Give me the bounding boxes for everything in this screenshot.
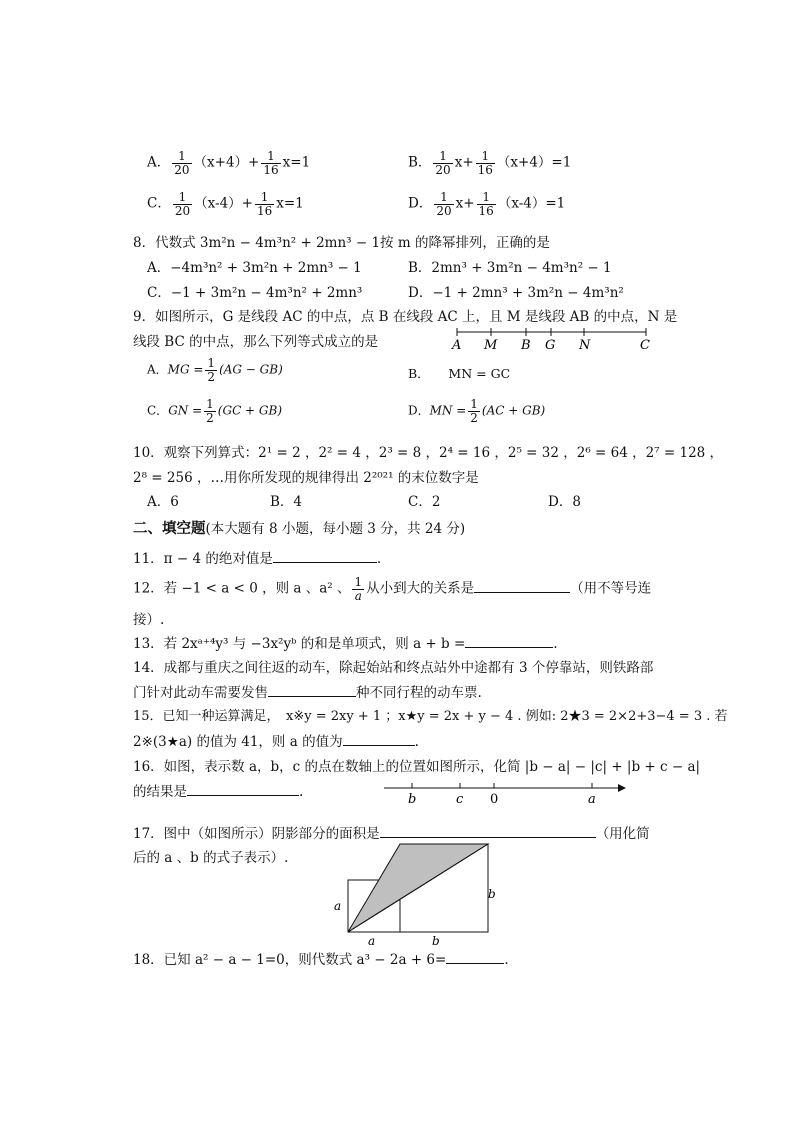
fraction: $\frac{1}{16}$ — [478, 190, 494, 218]
q8-option-d: D．−1 + 2mn³ + 3m²n − 4m³n² — [408, 285, 624, 301]
q18: 18．已知 a² − a − 1=0，则代数式 a³ − 2a + 6= . — [133, 952, 509, 968]
q7-option-d: D． $\frac{1}{20}$ x+ $\frac{1}{16}$ （x-4）=1 — [408, 190, 566, 218]
fraction: $\frac{1}{16}$ — [263, 149, 279, 177]
q16-line2: 的结果是 . — [133, 784, 304, 800]
q10-option-b: B．4 — [270, 494, 303, 510]
label-b: b — [408, 792, 417, 807]
q13: 13．若 2xᵃ⁺⁴y³ 与 −3x²yᵇ 的和是单项式，则 a + b = . — [133, 636, 558, 652]
option-label: A． — [147, 154, 171, 171]
arrow-icon — [618, 784, 626, 792]
q16-line1: 16．如图，表示数 a，b，c 的点在数轴上的位置如图所示，化简 |b − a| − |c| + |b + c − a| — [133, 759, 701, 775]
answer-blank[interactable] — [187, 783, 299, 796]
point-label-g: G — [545, 338, 556, 352]
label-side-a: a — [334, 899, 342, 913]
answer-blank[interactable] — [343, 733, 415, 746]
q14-line2: 门针对此动车需要发售 种不同行程的动车票. — [133, 685, 482, 701]
label-zero: 0 — [490, 792, 499, 807]
answer-blank[interactable] — [268, 684, 356, 697]
q9-stem-line2: 线段 BC 的中点，那么下列等式成立的是 — [133, 334, 379, 350]
point-label-m: M — [484, 338, 498, 352]
fraction: $\frac{1}{2}$ — [470, 397, 478, 425]
fraction: $\frac{1}{20}$ — [435, 149, 451, 177]
fraction: $\frac{1}{a}$ — [354, 575, 363, 603]
q7-option-a: A． $\frac{1}{20}$ （x+4）+ $\frac{1}{16}$ x=1 — [147, 149, 311, 177]
fraction: $\frac{1}{20}$ — [436, 190, 452, 218]
label-side-b: b — [488, 887, 496, 901]
answer-blank[interactable] — [273, 550, 377, 563]
q9-stem-line1: 9．如图所示，G 是线段 AC 的中点，点 B 在线段 AC 上，且 M 是线段 AB 的中点，N 是 — [133, 309, 678, 325]
q12-line1: 12．若 −1 < a < 0 ，则 a 、a² 、 $\frac{1}{a}$ 从小到大的关系是 （用不等号连 — [133, 575, 652, 603]
q11: 11．π − 4 的绝对值是 . — [133, 551, 382, 567]
q12-line2: 接）. — [133, 612, 165, 628]
q8-option-c: C．−1 + 3m²n − 4m³n² + 2mn³ — [147, 285, 363, 301]
q9-option-c: C．GN = $\frac{1}{2}$ (GC + GB) — [147, 397, 283, 425]
q15-line2: 2※(3★a) 的值为 41，则 a 的值为 . — [133, 734, 419, 750]
q9-option-d: D．MN = $\frac{1}{2}$ (AC + GB) — [408, 397, 546, 425]
answer-blank[interactable] — [380, 825, 596, 838]
q10-option-c: C．2 — [408, 494, 441, 510]
answer-blank[interactable] — [446, 951, 504, 964]
label-bottom-a: a — [368, 934, 376, 948]
q9-option-a: A．MG = $\frac{1}{2}$ (AG − GB) — [147, 356, 283, 384]
q8-option-a: A．−4m³n² + 3m²n + 2mn³ − 1 — [147, 260, 362, 276]
q7-option-b: B． $\frac{1}{20}$ x+ $\frac{1}{16}$ （x+4）=1 — [408, 149, 572, 177]
q8-option-b: B．2mn³ + 3m²n − 4m³n² − 1 — [408, 260, 612, 276]
fraction: $\frac{1}{16}$ — [477, 149, 493, 177]
section-heading: 二、填空题(本大题有 8 小题，每小题 3 分，共 24 分) — [133, 521, 466, 537]
q8-stem: 8．代数式 3m²n − 4m³n² + 2mn³ − 1按 m 的降幂排列，正确的是 — [133, 235, 550, 251]
point-label-b: B — [521, 338, 531, 352]
q10-stem-line1: 10．观察下列算式：2¹ = 2 ，2² = 4 ，2³ = 8 ，2⁴ = 16 ，2⁵ = 32 ，2⁶ = 64 ，2⁷ = 128 ， — [133, 445, 724, 461]
q9-segment-diagram — [448, 322, 658, 352]
q7-option-c: C． $\frac{1}{20}$ （x-4）+ $\frac{1}{16}$ x=1 — [147, 190, 304, 218]
q15-line1: 15．已知一种运算满足， x※y = 2xy + 1 ；x★y = 2x + y − 4 . 例如: 2★3 = 2×2+3−4 = 3 . 若 — [133, 709, 728, 724]
fraction: $\frac{1}{16}$ — [256, 190, 273, 218]
q17-line1: 17．图中（如图所示）阴影部分的面积是 （用化简 — [133, 826, 650, 842]
answer-blank[interactable] — [465, 635, 553, 648]
q10-stem-line2: 2⁸ = 256 ，…用你所发现的规律得出 2²⁰²¹ 的末位数字是 — [133, 470, 479, 486]
point-label-a: A — [452, 338, 462, 352]
point-label-c: C — [640, 338, 650, 352]
fraction: $\frac{1}{2}$ — [206, 397, 214, 425]
answer-blank[interactable] — [474, 580, 570, 593]
point-label-n: N — [579, 338, 591, 352]
q17-line2: 后的 a 、b 的式子表示）. — [133, 850, 289, 866]
q10-option-d: D．8 — [548, 494, 581, 510]
q16-number-line — [380, 778, 630, 808]
q14-line1: 14．成都与重庆之间往返的动车，除起始站和终点站外中途都有 3 个停靠站，则铁路部 — [133, 660, 654, 676]
q17-squares-figure — [330, 840, 500, 948]
fraction: $\frac{1}{2}$ — [207, 356, 216, 384]
fraction: $\frac{1}{20}$ — [174, 190, 191, 218]
label-a: a — [588, 792, 596, 807]
fraction: $\frac{1}{20}$ — [174, 149, 190, 177]
label-c: c — [456, 792, 464, 807]
q9-option-b: B． MN = GC — [408, 366, 511, 381]
label-bottom-b: b — [432, 934, 440, 948]
q10-option-a: A．6 — [147, 494, 179, 510]
